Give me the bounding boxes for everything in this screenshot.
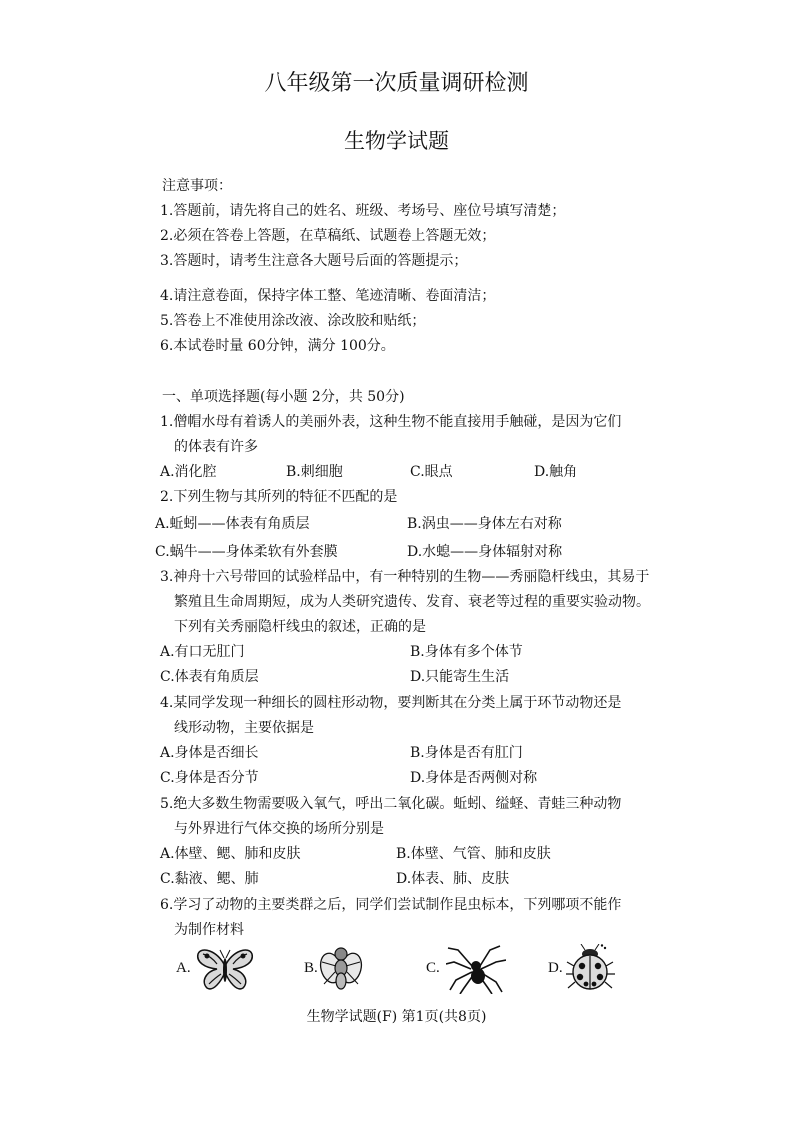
question-stem: 5.绝大多数生物需要吸入氧气，呼出二氧化碳。蚯蚓、缢蛏、青蛙三种动物 — [160, 796, 622, 812]
option-c: C.蜗牛——身体柔软有外套膜 — [155, 544, 338, 560]
option-c: C. — [426, 960, 440, 976]
option-c: C.体表有角质层 — [160, 669, 259, 685]
q6-options-images — [0, 944, 793, 996]
butterfly-icon — [195, 944, 255, 994]
question-stem: 3.神舟十六号带回的试验样品中，有一种特别的生物——秀丽隐杆线虫，其易于 — [160, 569, 650, 585]
notice-item: 4.请注意卷面，保持字体工整、笔迹清晰、卷面清洁； — [160, 288, 496, 304]
question-stem: 下列有关秀丽隐杆线虫的叙述，正确的是 — [174, 619, 426, 635]
question-stem: 繁殖且生命周期短，成为人类研究遗传、发育、衰老等过程的重要实验动物。 — [174, 594, 650, 610]
notice-item: 6.本试卷时量 60分钟，满分 100分。 — [160, 338, 395, 354]
option-a: A. — [176, 960, 191, 976]
option-a: A.体壁、鳃、肺和皮肤 — [160, 846, 301, 862]
notice-item: 1.答题前，请先将自己的姓名、班级、考场号、座位号填写清楚； — [160, 203, 566, 219]
question-stem: 与外界进行气体交换的场所分别是 — [174, 821, 384, 837]
notice-heading: 注意事项： — [162, 178, 232, 194]
section-heading: 一、单项选择题(每小题 2分，共 50分) — [162, 389, 405, 405]
page-footer: 生物学试题(F) 第1页(共8页) — [306, 1009, 487, 1025]
question-stem: 4.某同学发现一种细长的圆柱形动物，要判断其在分类上属于环节动物还是 — [160, 695, 622, 711]
question-stem: 2.下列生物与其所列的特征不匹配的是 — [160, 489, 398, 505]
question-stem: 6.学习了动物的主要类群之后，同学们尝试制作昆虫标本，下列哪项不能作 — [160, 897, 622, 913]
spider-icon — [446, 944, 506, 994]
notice-item: 5.答卷上不准使用涂改液、涂改胶和贴纸； — [160, 313, 426, 329]
page-title: 八年级第一次质量调研检测 — [264, 71, 529, 96]
option-c: C.身体是否分节 — [160, 770, 259, 786]
option-a: A.消化腔 — [160, 464, 217, 480]
option-a: A.身体是否细长 — [160, 745, 259, 761]
notice-item: 3.答题时，请考生注意各大题号后面的答题提示； — [160, 253, 468, 269]
option-d: D.身体是否两侧对称 — [410, 770, 538, 786]
question-stem: 的体表有许多 — [174, 439, 258, 455]
option-a: A.有口无肛门 — [160, 644, 245, 660]
option-b: B.身体是否有肛门 — [410, 745, 523, 761]
page-subtitle: 生物学试题 — [344, 129, 449, 153]
notice-item: 2.必须在答卷上答题，在草稿纸、试题卷上答题无效； — [160, 228, 496, 244]
option-a: A.蚯蚓——体表有角质层 — [155, 516, 310, 532]
option-d: D.触角 — [534, 464, 578, 480]
option-b: B.体壁、气管、肺和皮肤 — [396, 846, 551, 862]
option-d: D.水螅——身体辐射对称 — [407, 544, 563, 560]
option-d: D. — [548, 960, 563, 976]
question-stem: 线形动物，主要依据是 — [174, 720, 314, 736]
option-b: B.涡虫——身体左右对称 — [407, 516, 562, 532]
fly-icon — [318, 944, 364, 994]
option-b: B.身体有多个体节 — [410, 644, 523, 660]
option-b: B.刺细胞 — [286, 464, 343, 480]
ladybug-icon — [565, 944, 617, 994]
option-c: C.黏液、鳃、肺 — [160, 871, 259, 887]
option-c: C.眼点 — [410, 464, 453, 480]
option-d: D.体表、肺、皮肤 — [396, 871, 510, 887]
option-d: D.只能寄生生活 — [410, 669, 510, 685]
question-stem: 1.僧帽水母有着诱人的美丽外表，这种生物不能直接用手触碰，是因为它们 — [160, 414, 622, 430]
question-stem: 为制作材料 — [174, 922, 244, 938]
option-b: B. — [304, 960, 318, 976]
